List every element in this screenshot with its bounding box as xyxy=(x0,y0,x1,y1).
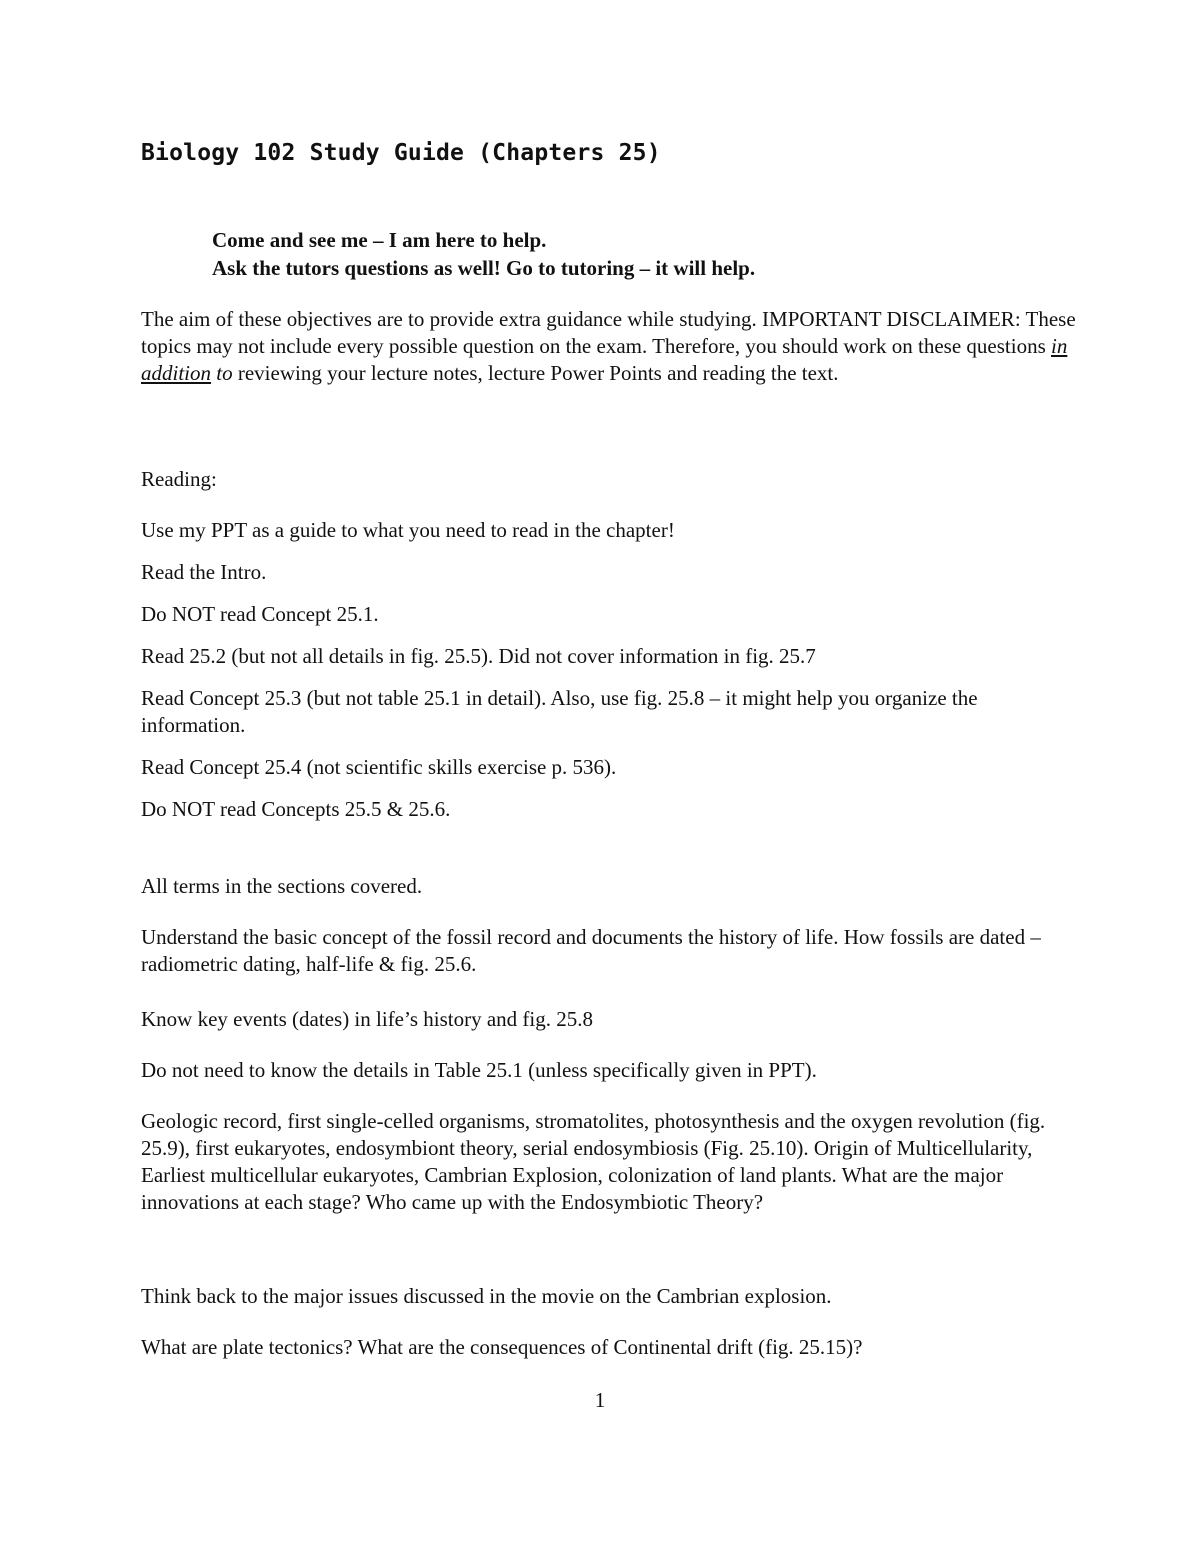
page-number: 1 xyxy=(594,1388,606,1412)
objective-item: Know key events (dates) in life’s history and fig. 25.8 xyxy=(141,1007,593,1031)
reading-item: Do NOT read Concept 25.1. xyxy=(141,602,379,626)
page-title: Biology 102 Study Guide (Chapters 25) xyxy=(141,140,661,166)
help-line-2: Ask the tutors questions as well! Go to tutoring – it will help. xyxy=(212,256,756,280)
aim-to-word: to xyxy=(211,361,233,385)
aim-text-before: The aim of these objectives are to provide extra guidance while studying. IMPORTANT DISCLAIMER: These topics may not include every possible question on the exam. Therefore, you should work on these questions xyxy=(141,307,1076,358)
aim-emphasis: in addition xyxy=(141,334,1068,385)
aim-paragraph xyxy=(141,306,1081,387)
reading-item: Read 25.2 (but not all details in fig. 25.5). Did not cover information in fig. 25.7 xyxy=(141,644,816,668)
objective-item: All terms in the sections covered. xyxy=(141,874,423,898)
objective-item: Think back to the major issues discussed in the movie on the Cambrian explosion. xyxy=(141,1284,832,1308)
reading-item: Read Concept 25.3 (but not table 25.1 in detail). Also, use fig. 25.8 – it might help you organize the information. xyxy=(141,686,978,737)
objective-item: Do not need to know the details in Table 25.1 (unless specifically given in PPT). xyxy=(141,1058,817,1082)
reading-item: Read the Intro. xyxy=(141,560,267,584)
objective-item: Understand the basic concept of the fossil record and documents the history of life. How fossils are dated – radiometric dating, half-life & fig. 25.6. xyxy=(141,925,1041,976)
reading-item: Do NOT read Concepts 25.5 & 25.6. xyxy=(141,797,451,821)
reading-heading: Reading: xyxy=(141,467,217,491)
objective-item: What are plate tectonics? What are the consequences of Continental drift (fig. 25.15)? xyxy=(141,1335,863,1359)
help-note xyxy=(212,226,755,282)
aim-text-after: reviewing your lecture notes, lecture Power Points and reading the text. xyxy=(232,361,839,385)
reading-item: Use my PPT as a guide to what you need to read in the chapter! xyxy=(141,518,675,542)
help-line-1: Come and see me – I am here to help. xyxy=(212,228,547,252)
reading-item: Read Concept 25.4 (not scientific skills exercise p. 536). xyxy=(141,755,617,779)
objective-item: Geologic record, first single-celled organisms, stromatolites, photosynthesis and the oxygen revolution (fig. 25.9), first eukaryotes, endosymbiont theory, serial endosymbiosis (Fig. 25.10). Origin of Multicellularity, Earliest multicellular eukaryotes, Cambrian Explosion, colonization of land plants. What are the major innovations at each stage? Who came up with the Endosymbiotic Theory? xyxy=(141,1109,1046,1214)
